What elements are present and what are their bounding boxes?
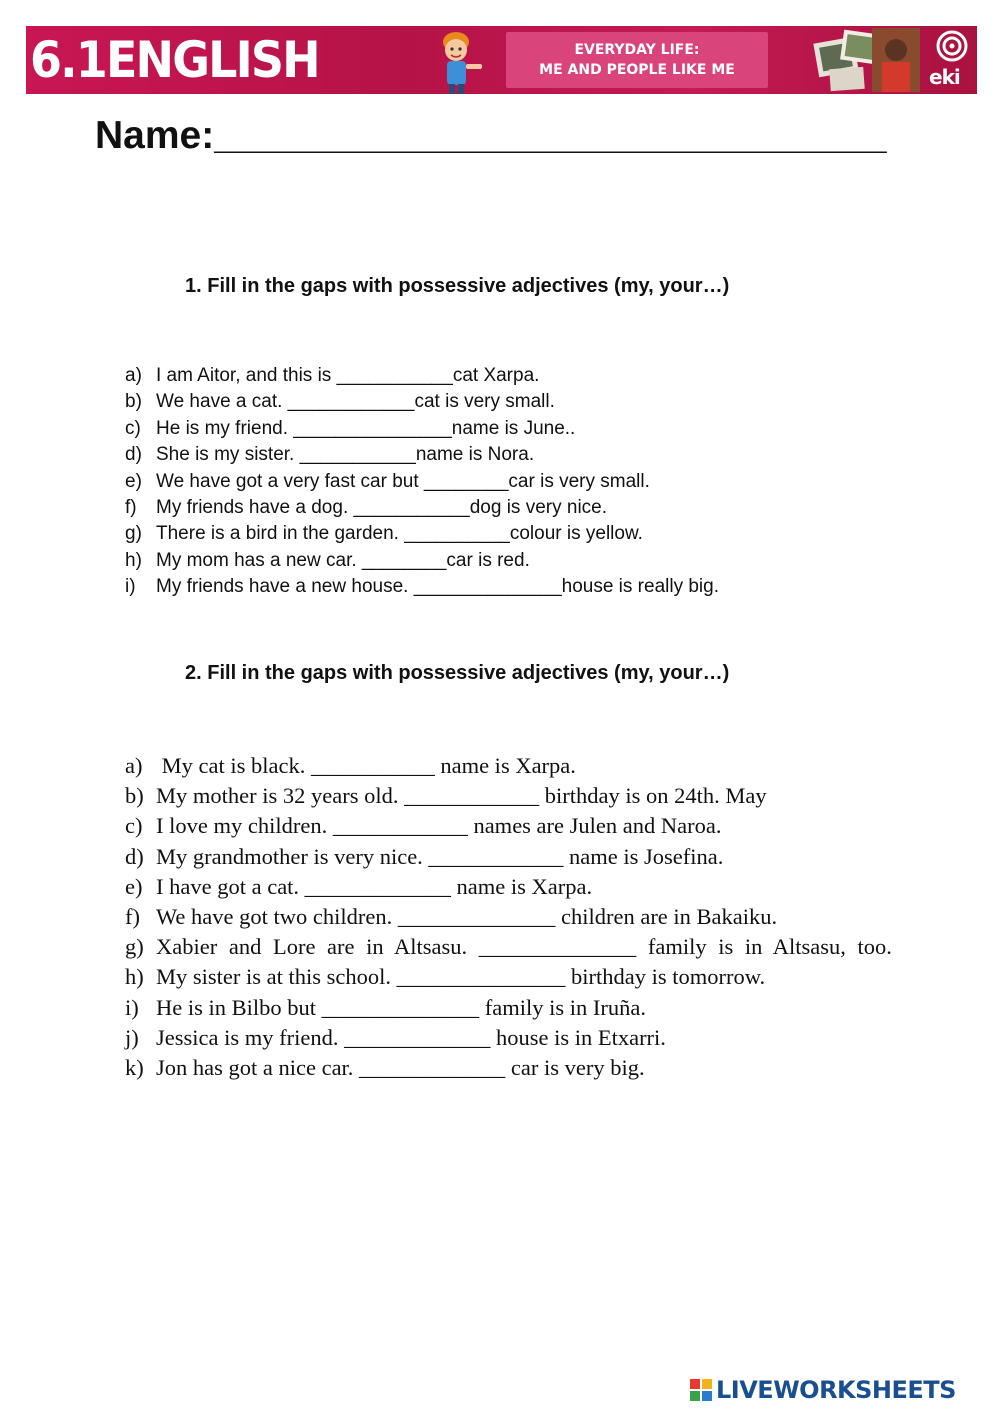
item-letter: i): [125, 994, 139, 1020]
gap-sentence[interactable]: Jon has got a nice car. _____________ car is very big.: [156, 1055, 645, 1081]
course-title: 6.1ENGLISH: [30, 31, 319, 89]
gap-sentence[interactable]: My friends have a dog. ___________dog is very nice.: [156, 496, 608, 518]
item-letter: d): [125, 444, 142, 466]
item-letter: c): [125, 813, 143, 839]
liveworksheets-brand: LIVEWORKSHEETS: [716, 1376, 956, 1404]
gap-sentence[interactable]: He is my friend. _______________name is June..: [156, 417, 576, 439]
publisher-name: eki LH: [929, 65, 960, 115]
gap-sentence[interactable]: My sister is at this school. _______________ birthday is tomorrow.: [156, 964, 766, 990]
gap-sentence[interactable]: We have got a very fast car but ________car is very small.: [156, 470, 650, 492]
list-item: [125, 469, 719, 495]
exercise-1-title: 1. Fill in the gaps with possessive adjectives (my, your…): [185, 275, 730, 297]
list-item: [125, 872, 905, 902]
gap-sentence[interactable]: My friends have a new house. ______________house is really big.: [156, 576, 719, 598]
item-letter: j): [125, 1024, 139, 1050]
liveworksheets-footer: [690, 1375, 956, 1405]
item-letter: b): [125, 783, 144, 809]
item-letter: f): [125, 496, 137, 518]
item-letter: a): [125, 365, 142, 386]
gap-sentence[interactable]: We have a cat. ____________cat is very small.: [156, 391, 555, 413]
gap-sentence[interactable]: She is my sister. ___________name is Nora.: [156, 444, 535, 466]
list-item: [125, 811, 905, 841]
list-item: [125, 442, 719, 468]
photo-collage-icon: [812, 28, 922, 92]
list-item: [125, 842, 905, 872]
gap-sentence[interactable]: I love my children. ____________ names are Julen and Naroa.: [156, 813, 722, 839]
list-item: [125, 416, 719, 442]
item-letter: k): [125, 1055, 144, 1081]
unit-label: [506, 32, 768, 88]
exercise-2-title: 2. Fill in the gaps with possessive adjectives (my, your…): [185, 662, 730, 684]
list-item: [125, 1023, 905, 1053]
swirl-icon: [936, 30, 968, 62]
liveworksheets-logo-icon: [690, 1379, 712, 1401]
student-name-field[interactable]: Name:_______________________________: [95, 114, 887, 157]
gap-sentence[interactable]: There is a bird in the garden. __________colour is yellow.: [156, 523, 643, 545]
gap-sentence[interactable]: I have got a cat. _____________ name is Xarpa.: [156, 873, 593, 899]
gap-sentence[interactable]: My cat is black. ___________ name is Xarpa.: [156, 753, 576, 778]
list-item: [125, 1053, 905, 1083]
list-item: [125, 781, 905, 811]
list-item: [125, 932, 905, 962]
cartoon-boy-icon: [426, 26, 490, 94]
item-letter: e): [125, 873, 143, 899]
header-banner: [26, 26, 977, 115]
item-letter: g): [125, 523, 142, 545]
list-item: [125, 389, 719, 415]
item-letter: f): [125, 904, 140, 930]
gap-sentence[interactable]: My mother is 32 years old. ____________ birthday is on 24th. May: [156, 783, 767, 809]
gap-sentence[interactable]: My grandmother is very nice. ____________ name is Josefina.: [156, 843, 724, 869]
item-letter: c): [125, 417, 141, 439]
list-item: [125, 363, 719, 389]
item-letter: e): [125, 470, 142, 492]
list-item: [125, 993, 905, 1023]
item-letter: h): [125, 549, 142, 571]
gap-sentence[interactable]: He is in Bilbo but ______________ family is in Iruña.: [156, 994, 646, 1020]
gap-sentence[interactable]: We have got two children. ______________ children are in Bakaiku.: [156, 904, 778, 930]
gap-sentence[interactable]: My mom has a new car. ________car is red.: [156, 549, 530, 571]
publisher-logo: [924, 26, 977, 115]
unit-line-2: ME AND PEOPLE LIKE ME: [539, 62, 735, 78]
list-item: [125, 548, 719, 574]
exercise-1-list: [125, 363, 719, 601]
list-item: [125, 902, 905, 932]
item-letter: g): [125, 934, 144, 960]
item-letter: h): [125, 964, 144, 990]
list-item: [125, 962, 905, 992]
item-letter: i): [125, 576, 136, 598]
list-item: [125, 574, 719, 600]
unit-line-1: EVERYDAY LIFE:: [574, 42, 700, 58]
item-letter: b): [125, 391, 142, 413]
item-letter: d): [125, 843, 144, 869]
exercise-2-list: [125, 751, 905, 1083]
gap-sentence[interactable]: Jessica is my friend. _____________ house is in Etxarri.: [156, 1024, 666, 1050]
gap-sentence[interactable]: Xabier and Lore are in Altsasu. ______________ family is in Altsasu, too.: [156, 934, 892, 960]
list-item: [125, 521, 719, 547]
gap-sentence[interactable]: I am Aitor, and this is ___________cat Xarpa.: [156, 365, 540, 386]
list-item: [125, 751, 905, 781]
item-letter: a): [125, 753, 143, 778]
list-item: [125, 495, 719, 521]
